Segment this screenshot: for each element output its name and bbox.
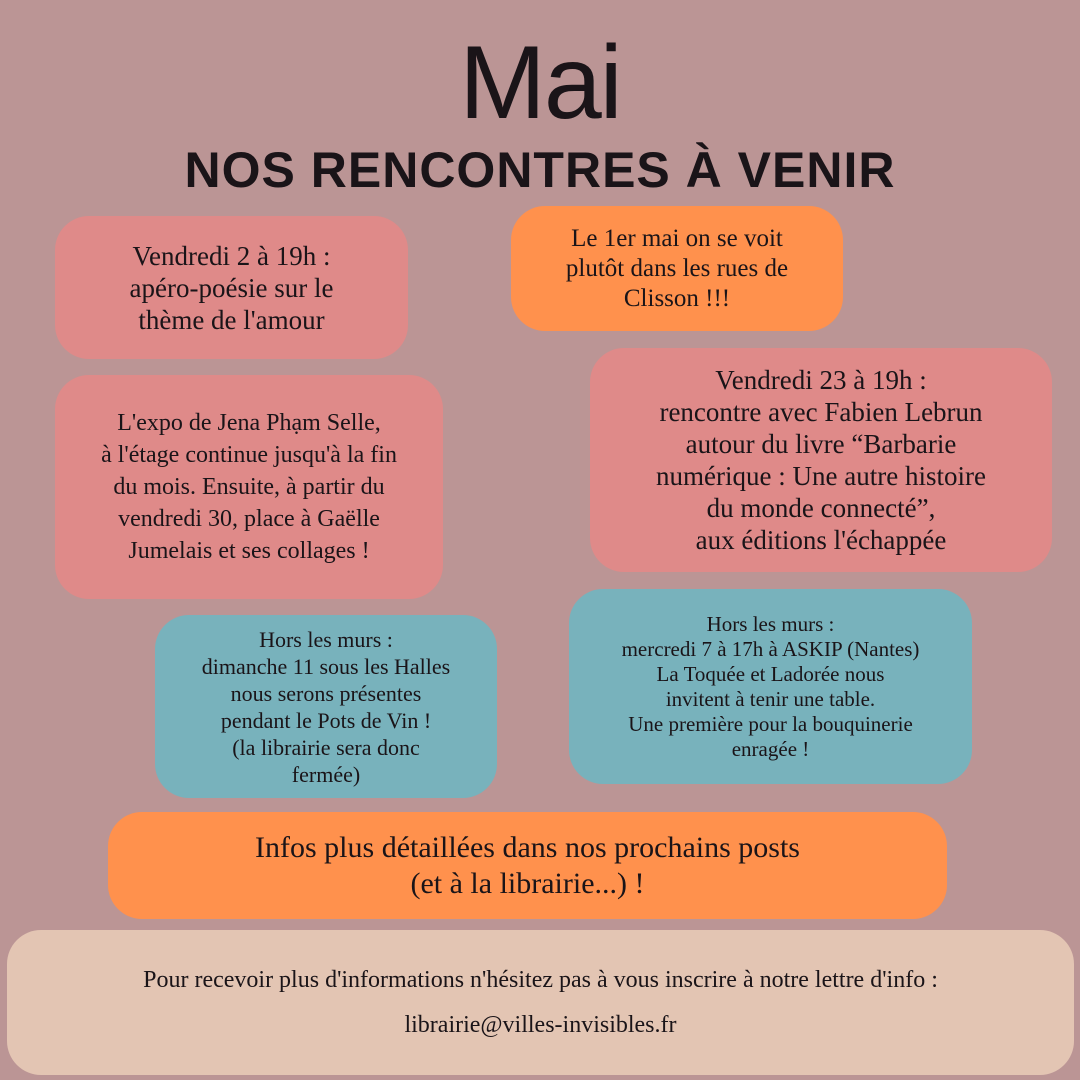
infos-text: Infos plus détaillées dans nos prochains posts (et à la librairie...) ! [255,830,800,900]
event-card-may-first [511,206,843,331]
event-card-askip [569,589,972,784]
event-text-expo: L'expo de Jena Phạm Selle, à l'étage continue jusqu'à la fin du mois. Ensuite, à partir du vendredi 30, place à Gaëlle Jumelais et ses collages ! [101,410,397,564]
event-text-askip: Hors les murs : mercredi 7 à 17h à ASKIP (Nantes) La Toquée et Ladorée nous invitent à tenir une table. Une première pour la bouquinerie enragée ! [621,611,920,761]
event-text-poetry: Vendredi 2 à 19h : apéro-poésie sur le thème de l'amour [129,240,334,335]
newsletter-email[interactable]: librairie@villes-invisibles.fr [404,1011,677,1038]
event-card-expo [55,375,443,599]
event-card-poetry [55,216,408,359]
event-text-author-meeting: Vendredi 23 à 19h : rencontre avec Fabien Lebrun autour du livre “Barbarie numérique : Une autre histoire du monde connecté”, aux éditions l'échappée [656,365,986,555]
event-card-halles [155,615,497,798]
newsletter-text: Pour recevoir plus d'informations n'hésitez pas à vous inscrire à notre lettre d'info : [143,966,938,993]
event-text-halles: Hors les murs : dimanche 11 sous les Halles nous serons présentes pendant le Pots de Vin ! (la librairie sera donc fermée) [201,626,451,787]
event-text-may-first: Le 1er mai on se voit plutôt dans les rues de Clisson !!! [565,224,789,312]
page-subtitle: NOS RENCONTRES À VENIR [184,142,896,198]
event-card-author-meeting [590,348,1052,572]
page-title: Mai [459,25,621,141]
infos-banner [108,812,947,919]
newsletter-box [7,930,1074,1075]
